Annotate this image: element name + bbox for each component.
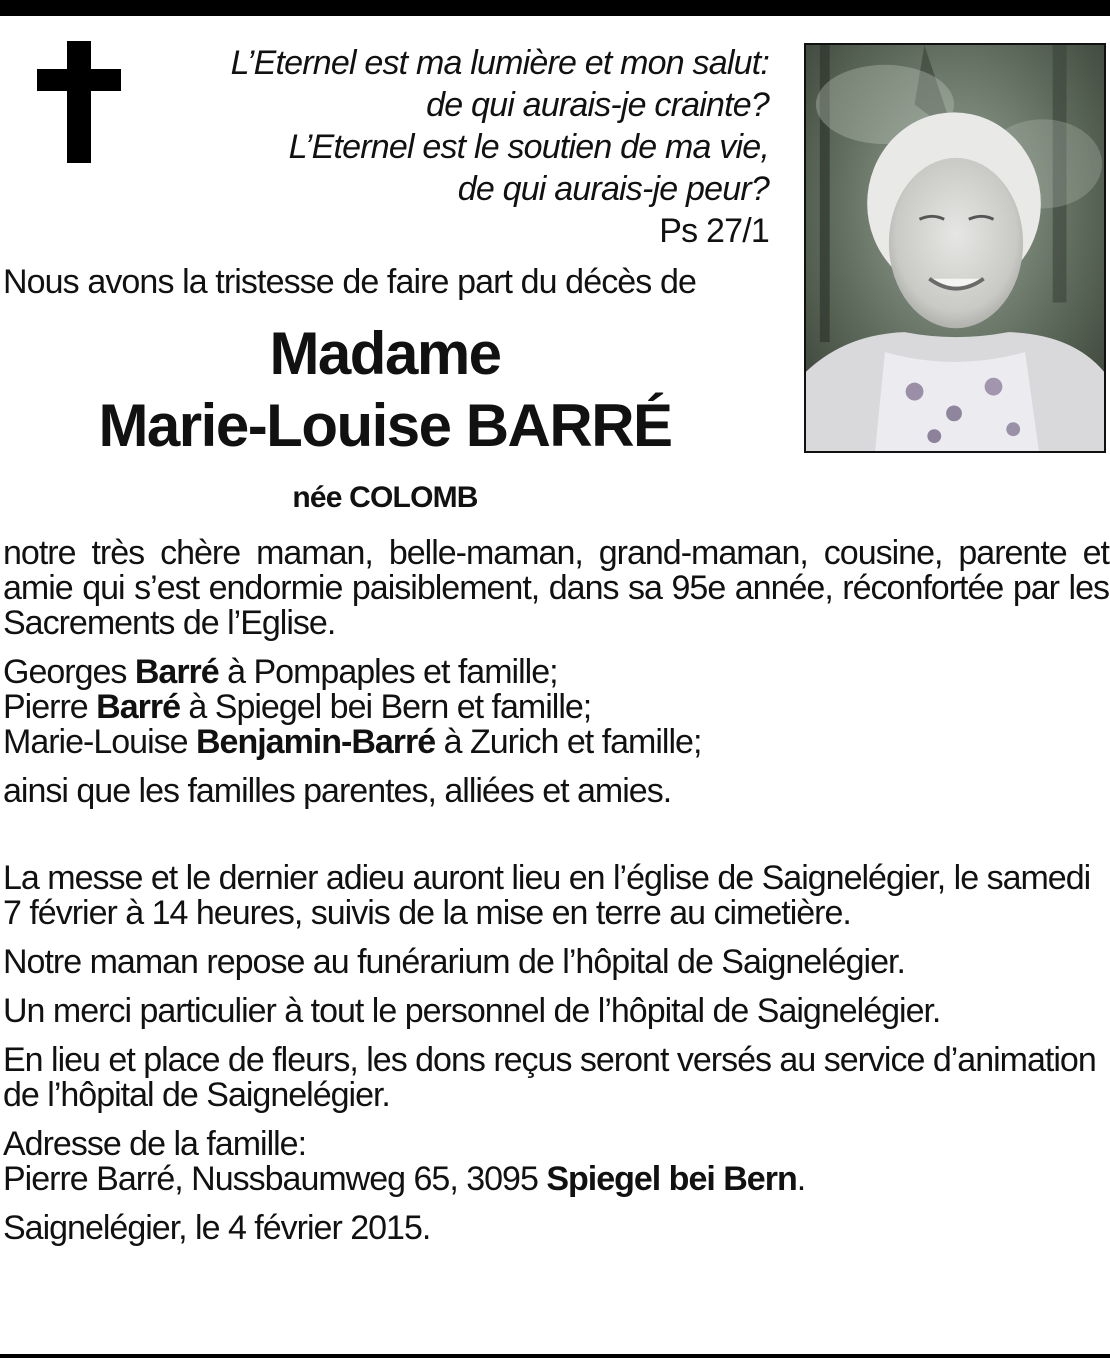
top-rule bbox=[0, 0, 1110, 16]
family-line bbox=[3, 655, 1109, 690]
maiden-name: née COLOMB bbox=[292, 481, 478, 514]
verse-line: de qui aurais-je crainte? bbox=[426, 86, 769, 124]
portrait-photo bbox=[804, 43, 1106, 453]
extended-family: ainsi que les familles parentes, alliées et amies. bbox=[3, 772, 672, 810]
family-line bbox=[3, 690, 1109, 725]
address-city: Spiegel bei Bern bbox=[546, 1160, 797, 1198]
family-last-name: Barré bbox=[134, 653, 219, 691]
place-date: Saignelégier, le 4 février 2015. bbox=[3, 1209, 431, 1247]
announcement-body bbox=[3, 536, 1109, 1246]
deceased-title: Madame bbox=[269, 320, 501, 387]
cross-icon bbox=[37, 41, 121, 163]
verse-line: L’Eternel est le soutien de ma vie, bbox=[288, 128, 769, 166]
bible-verse bbox=[149, 42, 769, 252]
family-first-name: Marie-Louise bbox=[3, 723, 196, 761]
family-location: à Zurich et famille; bbox=[435, 723, 702, 761]
family-last-name: Benjamin-Barré bbox=[195, 723, 436, 761]
thanks-note: Un merci particulier à tout le personnel de l’hôpital de Saignelégier. bbox=[3, 992, 941, 1030]
family-last-name: Barré bbox=[96, 688, 180, 726]
family-address bbox=[3, 1127, 1109, 1197]
verse-reference: Ps 27/1 bbox=[659, 212, 769, 250]
family-list bbox=[3, 655, 1109, 760]
family-first-name: Pierre bbox=[3, 688, 97, 726]
deceased-name-block bbox=[20, 318, 750, 462]
rest-place: Notre maman repose au funérarium de l’hôpital de Saignelégier. bbox=[3, 943, 905, 981]
family-location: à Spiegel bei Bern et famille; bbox=[179, 688, 592, 726]
family-first-name: Georges bbox=[3, 653, 135, 691]
deceased-name: Marie-Louise BARRÉ bbox=[98, 392, 672, 459]
bottom-rule bbox=[0, 1354, 1110, 1358]
verse-line: L’Eternel est ma lumière et mon salut: bbox=[230, 44, 769, 82]
address-label: Adresse de la famille: bbox=[3, 1125, 307, 1163]
ceremony-details: La messe et le dernier adieu auront lieu en l’église de Saignelégier, le samedi 7 février à 14 heures, suivis de la mise en terre au cimetière. bbox=[3, 859, 1091, 932]
family-location: à Pompaples et famille; bbox=[218, 653, 558, 691]
deceased-description: notre très chère maman, belle-maman, grand-maman, cousine, parente et amie qui s’est endormie paisiblement, dans sa 95e année, réconfortée par les Sacrements de l’Eglise. bbox=[3, 534, 1109, 642]
portrait-image bbox=[806, 45, 1104, 451]
verse-line: de qui aurais-je peur? bbox=[457, 170, 769, 208]
address-line bbox=[3, 1162, 1109, 1197]
address-suffix: . bbox=[796, 1160, 806, 1198]
donations-note: En lieu et place de fleurs, les dons reçus seront versés au service d’animation de l’hôpital de Saignelégier. bbox=[3, 1041, 1096, 1114]
address-street: Pierre Barré, Nussbaumweg 65, 3095 bbox=[3, 1160, 547, 1198]
announcement-intro: Nous avons la tristesse de faire part du décès de bbox=[3, 263, 696, 301]
family-line bbox=[3, 725, 1109, 760]
